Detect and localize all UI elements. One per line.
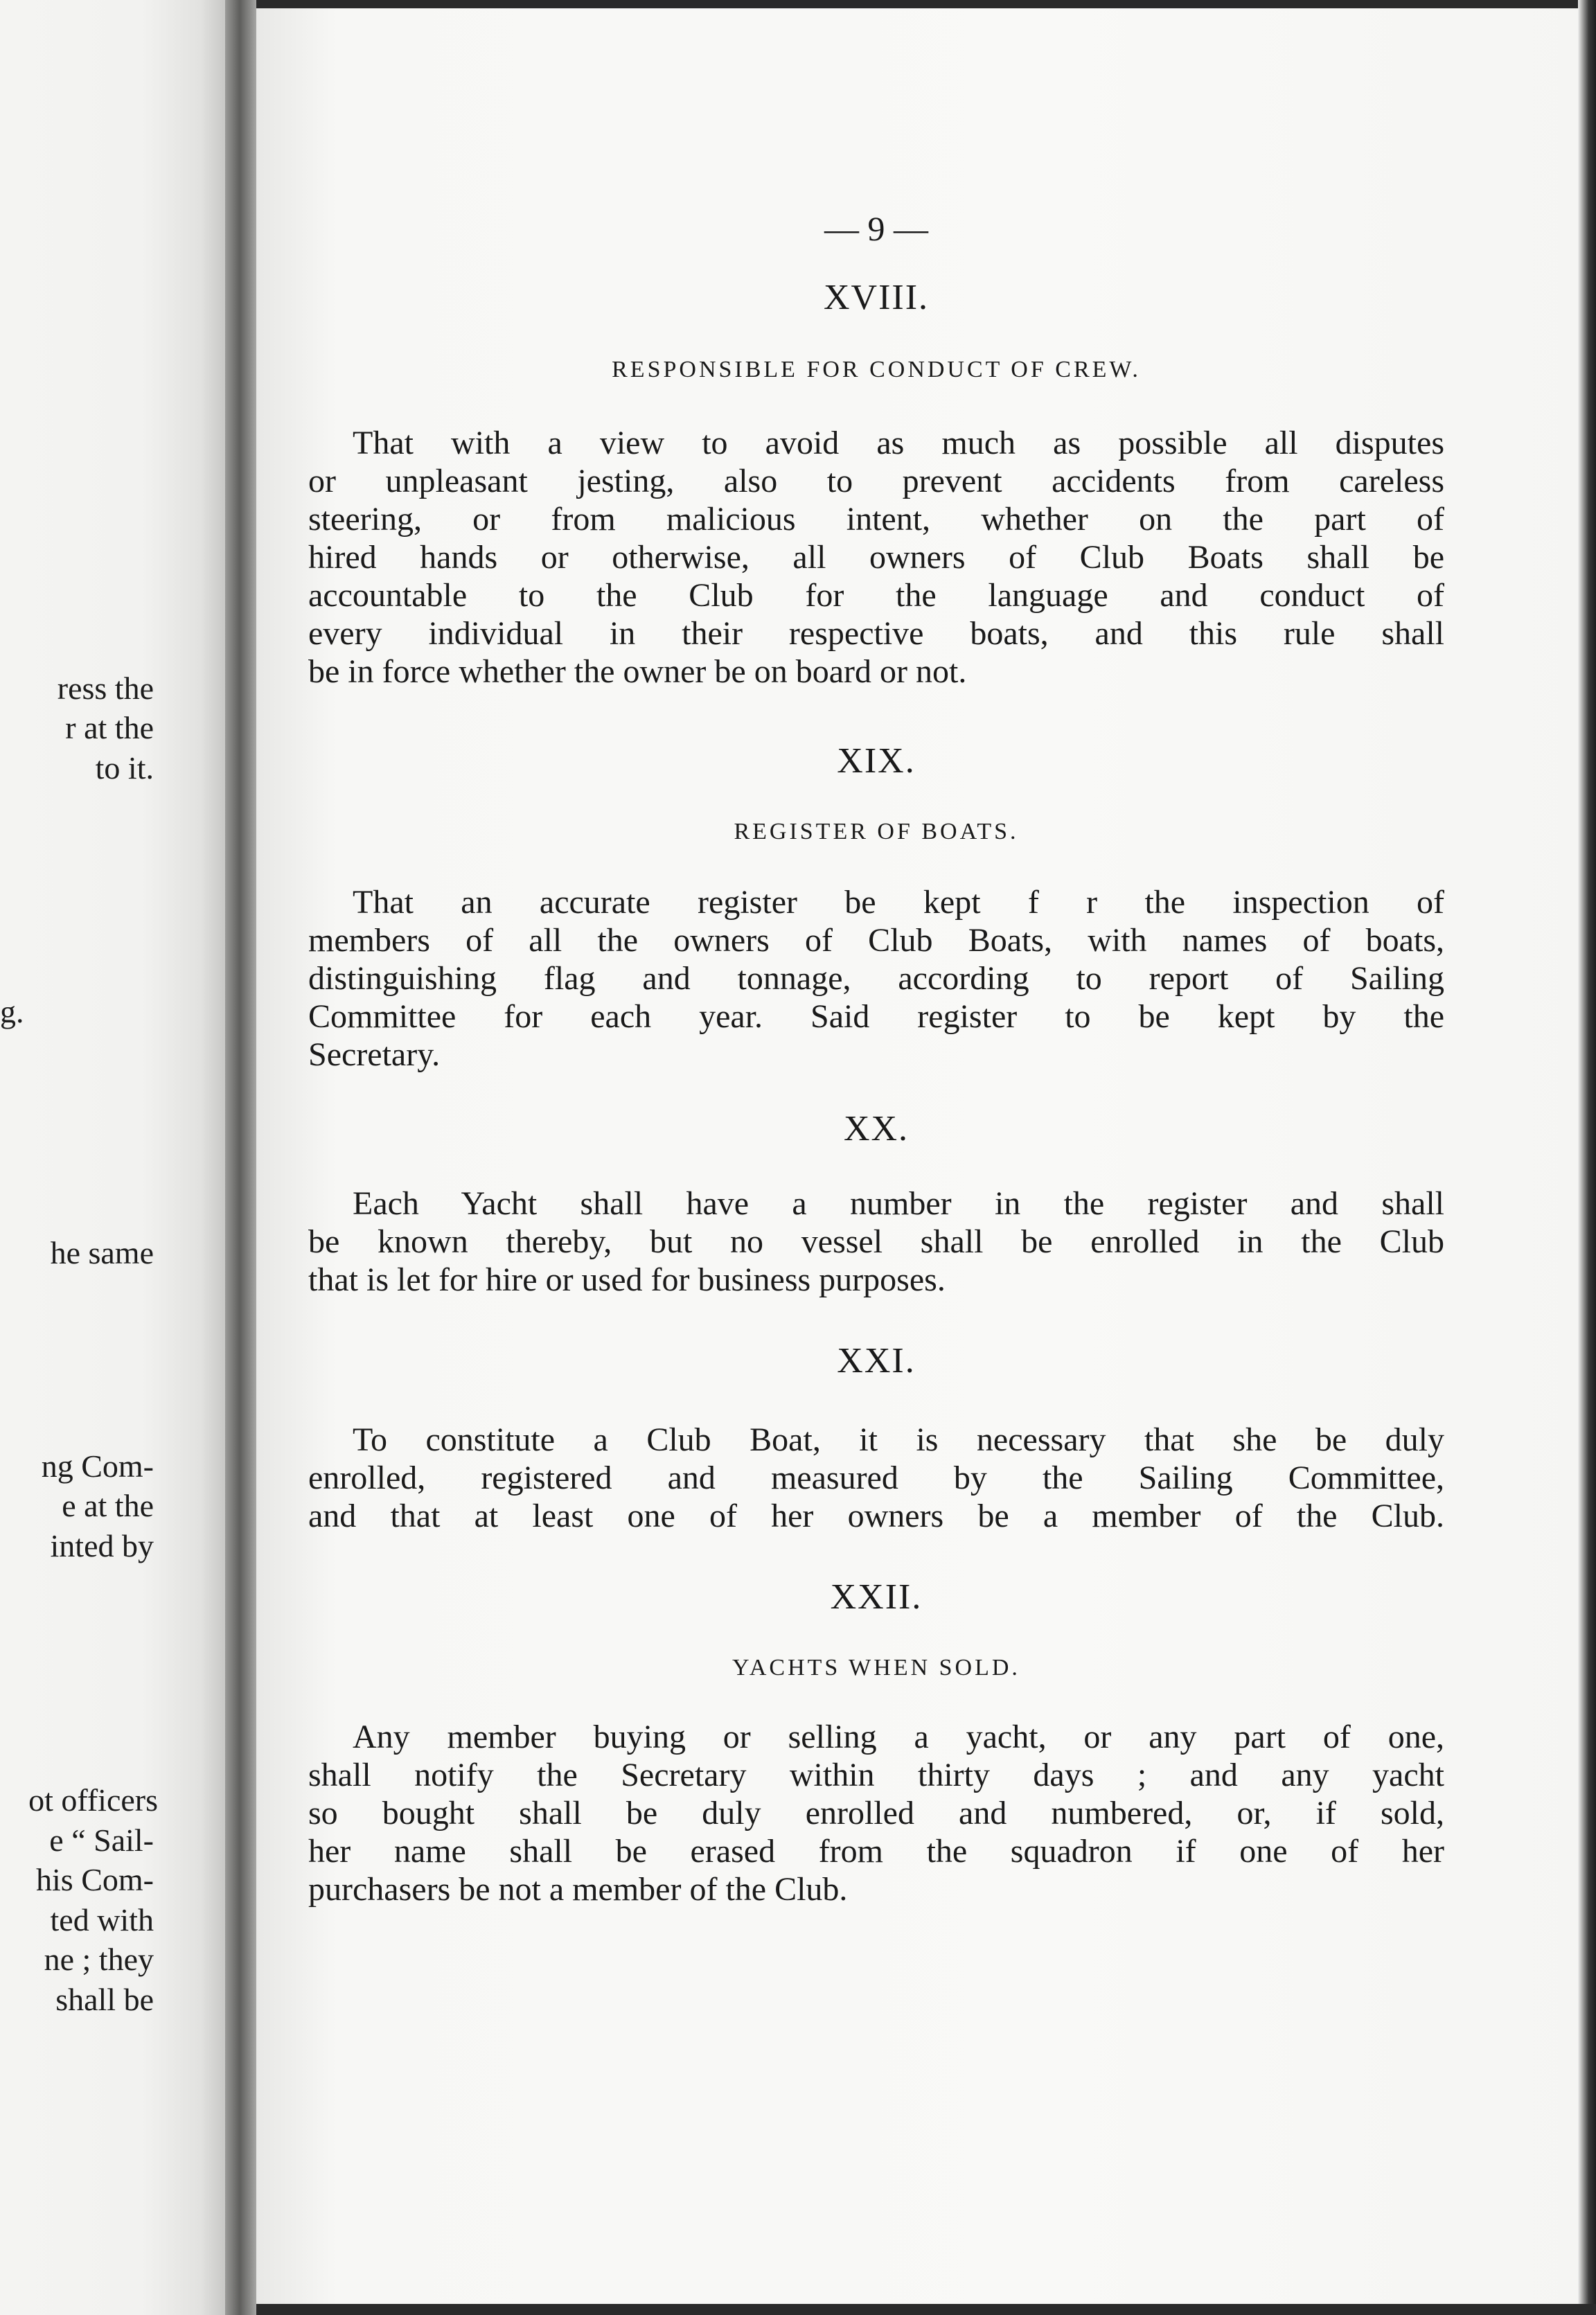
paragraph-line: every individual in their respective boats, and this rule shall — [308, 615, 1444, 652]
paragraph-line: and that at least one of her owners be a member of the Club. — [308, 1498, 1444, 1534]
left-page-fragment: ng Com- — [41, 1448, 154, 1484]
left-page-fragment: g. — [0, 994, 24, 1029]
paragraph-line: her name shall be erased from the squadron if one of her — [308, 1833, 1444, 1870]
left-page-fragment: ress the — [57, 671, 154, 706]
section-paragraph — [308, 1718, 1444, 1908]
section-paragraph — [308, 883, 1444, 1074]
paragraph-line: That an accurate register be kept f r the inspection of — [353, 884, 1444, 921]
paragraph-line: accountable to the Club for the language and conduct of — [308, 577, 1444, 614]
paragraph-line: be in force whether the owner be on board or not. — [308, 653, 967, 690]
section-paragraph — [308, 424, 1444, 691]
paragraph-line: purchasers be not a member of the Club. — [308, 1871, 848, 1908]
paragraph-line: Secretary. — [308, 1036, 441, 1073]
paragraph-line: To constitute a Club Boat, it is necessary that she be duly — [353, 1421, 1444, 1458]
section-numeral: XIX. — [837, 741, 916, 781]
section-numeral: XX. — [843, 1109, 910, 1148]
section-heading: RESPONSIBLE FOR CONDUCT OF CREW. — [612, 357, 1141, 382]
paragraph-line: so bought shall be duly enrolled and numbered, or, if sold, — [308, 1795, 1444, 1831]
left-page-fragment: ot officers — [28, 1782, 158, 1818]
paragraph-line: Any member buying or selling a yacht, or any part of one, — [353, 1719, 1444, 1755]
paragraph-line: Committee for each year. Said register to be kept by the — [308, 998, 1444, 1035]
left-page-fragment: to it. — [95, 750, 154, 786]
paragraph-line: be known thereby, but no vessel shall be enrolled in the Club — [308, 1223, 1444, 1260]
left-page-fragment: inted by — [50, 1528, 154, 1563]
left-page-fragment: shall be — [55, 1982, 154, 2017]
left-facing-page — [0, 0, 236, 2315]
section-numeral: XXI. — [837, 1341, 916, 1381]
paragraph-line: members of all the owners of Club Boats, with names of boats, — [308, 922, 1444, 959]
paragraph-line: hired hands or otherwise, all owners of Club Boats shall be — [308, 539, 1444, 576]
section-heading: REGISTER OF BOATS. — [734, 819, 1019, 844]
section-paragraph — [308, 1421, 1444, 1535]
left-page-fragment: e “ Sail- — [49, 1822, 154, 1858]
scan-top-edge — [256, 0, 1596, 8]
paragraph-line: Each Yacht shall have a number in the register and shall — [353, 1185, 1444, 1222]
page-number: — 9 — — [824, 209, 928, 248]
paragraph-line: shall notify the Secretary within thirty days ; and any yacht — [308, 1757, 1444, 1793]
section-numeral: XVIII. — [823, 278, 930, 317]
paragraph-line: steering, or from malicious intent, whether on the part of — [308, 501, 1444, 538]
section-heading: YACHTS WHEN SOLD. — [732, 1655, 1020, 1680]
left-page-fragment: his Com- — [36, 1862, 154, 1897]
left-page-fragment: r at the — [65, 710, 154, 745]
left-page-fragment: he same — [50, 1235, 154, 1270]
section-paragraph — [308, 1185, 1444, 1299]
paragraph-line: distinguishing flag and tonnage, according to report of Sailing — [308, 960, 1444, 997]
scan-bottom-edge — [256, 2304, 1596, 2315]
paragraph-line: That with a view to avoid as much as possible all disputes — [353, 425, 1444, 461]
page-content — [308, 208, 1444, 1908]
paragraph-line: or unpleasant jesting, also to prevent accidents from careless — [308, 463, 1444, 499]
paragraph-line: enrolled, registered and measured by the Sailing Committee, — [308, 1460, 1444, 1496]
scan-right-edge — [1578, 0, 1596, 2315]
left-page-fragment: ted with — [50, 1902, 154, 1937]
left-page-fragment: e at the — [62, 1488, 154, 1523]
section-numeral: XXII. — [830, 1577, 923, 1617]
paragraph-line: that is let for hire or used for business purposes. — [308, 1261, 946, 1298]
left-page-fragment: ne ; they — [44, 1942, 154, 1977]
